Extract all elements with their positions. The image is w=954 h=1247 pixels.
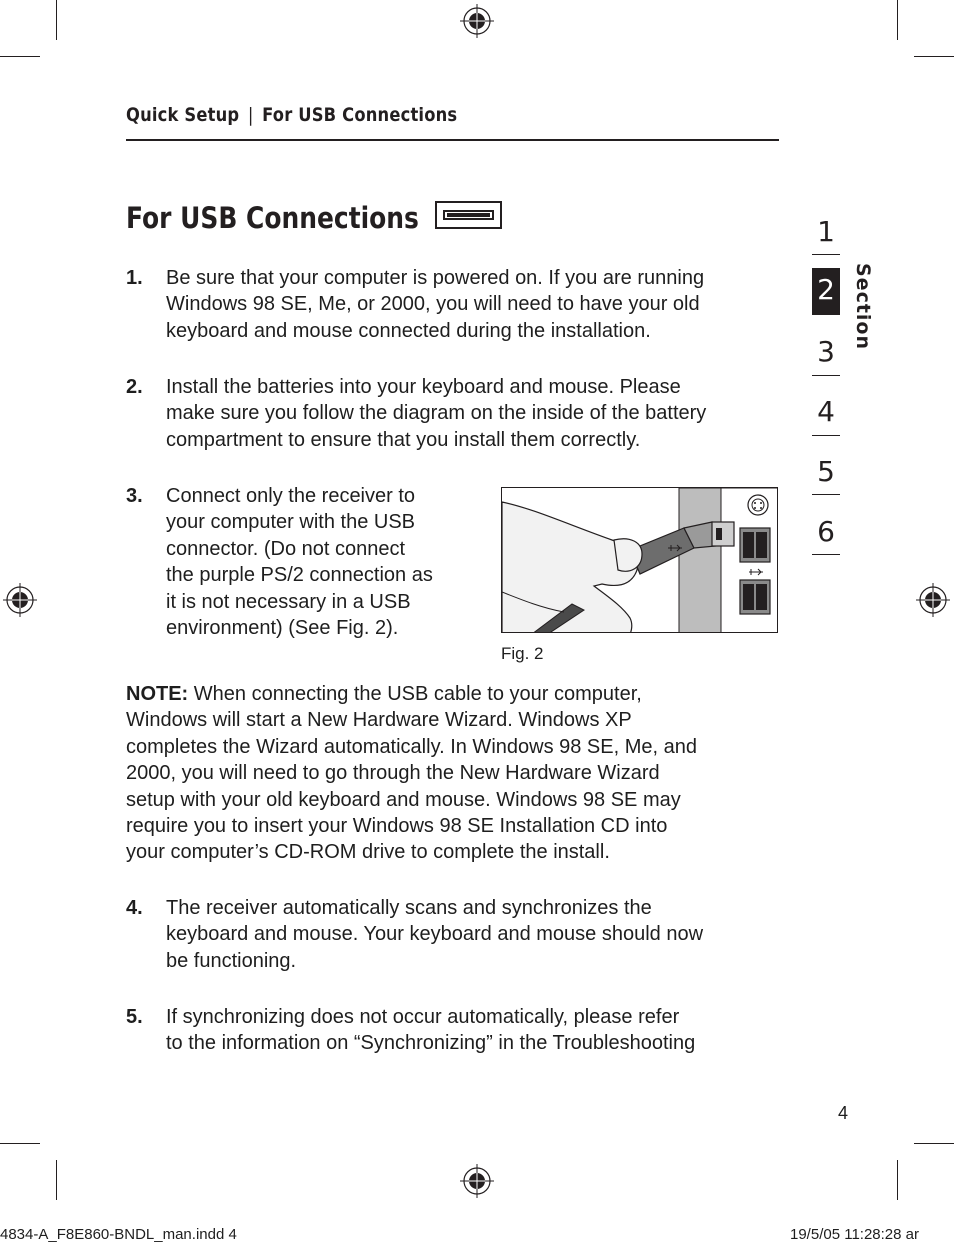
section-nav-item: 5 <box>817 455 835 488</box>
step-number: 2. <box>126 376 143 398</box>
figure-usb-plug-illustration <box>501 487 778 633</box>
section-nav-divider <box>812 494 840 495</box>
section-nav-item: 3 <box>817 335 835 368</box>
crop-mark <box>914 1143 954 1144</box>
section-label: Section <box>852 263 874 351</box>
note-paragraph <box>126 681 786 866</box>
crop-mark <box>56 0 57 40</box>
section-nav-divider <box>812 554 840 555</box>
crop-mark <box>0 56 40 57</box>
slug-timestamp: 19/5/05 11:28:28 ar <box>790 1226 919 1243</box>
crop-mark <box>0 1143 40 1144</box>
usb-connector-icon <box>435 201 502 229</box>
step-number: 4. <box>126 897 143 919</box>
section-nav-item: 1 <box>817 215 835 248</box>
section-nav-divider <box>812 375 840 376</box>
step-text: Install the batteries into your keyboard and mouse. Please make sure you follow the diagram on the inside of the battery compartment to ensure that you install them correctly. <box>166 376 707 451</box>
note-label: NOTE: <box>126 683 189 705</box>
crop-mark <box>897 1160 898 1200</box>
page-number: 4 <box>838 1103 849 1123</box>
section-nav-item: 6 <box>817 515 835 548</box>
running-header <box>126 104 457 126</box>
step-number: 5. <box>126 1006 143 1028</box>
crop-mark <box>56 1160 57 1200</box>
registration-mark-icon <box>460 4 494 38</box>
section-nav-divider <box>812 435 840 436</box>
step-number: 1. <box>126 267 143 289</box>
header-separator: | <box>247 104 254 126</box>
section-nav-item: 4 <box>817 395 835 428</box>
crop-mark <box>897 0 898 40</box>
figure-caption: Fig. 2 <box>501 644 544 663</box>
section-nav-item-active: 2 <box>812 268 840 315</box>
note-text: When connecting the USB cable to your computer, Windows will start a New Hardware Wizard. Windows XP completes the Wizard automatically. In Windows 98 SE, Me, and 2000, you will need to go through the New Hardware Wizard setup with your old keyboard and mouse. Windows 98 SE may require you to insert your Windows 98 SE Installation CD into your computer’s CD-ROM drive to complete the install. <box>126 683 697 864</box>
step-text: If synchronizing does not occur automatically, please refer to the information on “Synchronizing” in the Troubleshooting <box>166 1006 696 1055</box>
step-text: The receiver automatically scans and synchronizes the keyboard and mouse. Your keyboard and mouse should now be functioning. <box>166 897 704 972</box>
registration-mark-icon <box>916 583 950 617</box>
header-section: Quick Setup <box>126 104 240 126</box>
step-number: 3. <box>126 485 143 507</box>
header-rule <box>126 139 779 141</box>
slug-filename: 4834-A_F8E860-BNDL_man.indd 4 <box>0 1226 237 1243</box>
section-nav-divider <box>812 254 840 255</box>
page-title: For USB Connections <box>126 201 419 235</box>
registration-mark-icon <box>3 583 37 617</box>
crop-mark <box>914 56 954 57</box>
header-topic: For USB Connections <box>262 104 458 126</box>
step-text: Be sure that your computer is powered on. If you are running Windows 98 SE, Me, or 2000, you will need to have your old keyboard and mouse connected during the installation. <box>166 267 705 342</box>
registration-mark-icon <box>460 1164 494 1198</box>
step-text: Connect only the receiver to your computer with the USB connector. (Do not connect the purple PS/2 connection as it is not necessary in a USB environment) (See Fig. 2). <box>166 485 433 640</box>
